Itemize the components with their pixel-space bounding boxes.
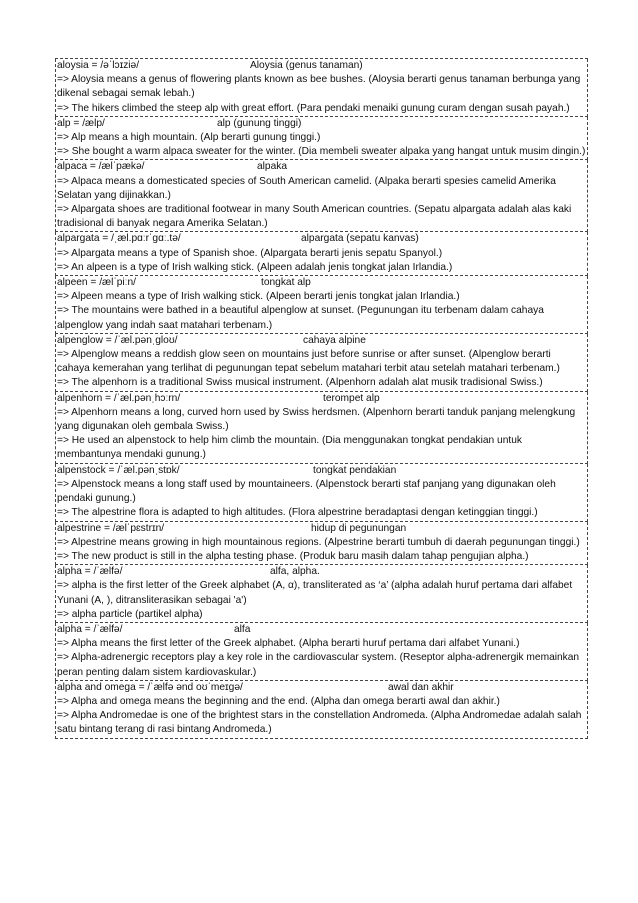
dictionary-entry bbox=[55, 160, 588, 232]
entry-translation: awal dan akhir bbox=[388, 681, 454, 693]
entry-headline bbox=[57, 160, 586, 174]
example-sentence: => Alpargata shoes are traditional footwear in many South American countries. (Sepatu alpargata adalah alas kaki tradisional di banyak negara Amerika Selatan.) bbox=[57, 204, 572, 230]
dictionary-page bbox=[55, 58, 588, 739]
entry-word: alpha and omega = /ˈælfə ənd oʊˈmeɪɡə/ bbox=[57, 681, 243, 693]
example-sentence: => Aloysia means a genus of flowering plants known as bee bushes. (Aloysia berarti genus tanaman berbunga yang dikenal sebagai semak lebah.) bbox=[57, 74, 581, 100]
entry-translation: alpargata (sepatu kanvas) bbox=[301, 233, 419, 245]
entry-word: alp = /ælp/ bbox=[57, 117, 105, 129]
dictionary-entry bbox=[55, 59, 588, 117]
entry-translation: cahaya alpine bbox=[303, 334, 366, 346]
dictionary-entry bbox=[55, 276, 588, 334]
example-sentence: => alpha is the first letter of the Greek alphabet (A, α), transliterated as ‘a’ (alpha adalah huruf pertama dari alfabet Yunani (A, ), ditransliterasikan sebagai 'a') bbox=[57, 580, 573, 606]
entry-translation: tongkat alp bbox=[261, 277, 311, 289]
dictionary-entry bbox=[55, 334, 588, 392]
entry-translation: alp (gunung tinggi) bbox=[217, 117, 302, 129]
example-sentence: => The hikers climbed the steep alp with great effort. (Para pendaki menaiki gunung curam dengan susah payah.) bbox=[57, 102, 570, 114]
example-sentence: => An alpeen is a type of Irish walking stick. (Alpeen adalah jenis tongkat jalan Irlandia.) bbox=[57, 261, 453, 273]
entry-translation: alfa, alpha. bbox=[270, 566, 320, 578]
entry-headline bbox=[57, 623, 586, 637]
dictionary-entry bbox=[55, 232, 588, 276]
entry-translation: terompet alp bbox=[323, 392, 380, 404]
entry-headline bbox=[57, 59, 586, 73]
example-sentence: => He used an alpenstock to help him climb the mountain. (Dia menggunakan tongkat pendakian untuk membantunya mendaki gunung.) bbox=[57, 435, 522, 461]
entry-translation: alfa bbox=[234, 623, 251, 635]
entry-translation: hidup di pegunungan bbox=[311, 522, 407, 534]
example-sentence: => Alpaca means a domesticated species of South American camelid. (Alpaka berarti spesies camelid Amerika Selatan yang dijinakkan.) bbox=[57, 175, 556, 201]
example-sentence: => Alpestrine means growing in high mountainous regions. (Alpestrine berarti tumbuh di daerah pegunungan tinggi.) bbox=[57, 536, 580, 548]
example-sentence: => The alpestrine flora is adapted to high altitudes. (Flora alpestrine beradaptasi dengan ketinggian tinggi.) bbox=[57, 507, 538, 519]
entry-headline bbox=[57, 276, 586, 290]
entry-headline bbox=[57, 334, 586, 348]
entry-headline bbox=[57, 232, 586, 246]
entry-headline bbox=[57, 392, 586, 406]
entry-word: alpenstock = /ˈæl.pənˌstɒk/ bbox=[57, 464, 180, 476]
example-sentence: => The mountains were bathed in a beautiful alpenglow at sunset. (Pegunungan itu terbenam dalam cahaya alpenglow yang indah saat matahari terbenam.) bbox=[57, 305, 544, 331]
example-sentence: => Alp means a high mountain. (Alp berarti gunung tinggi.) bbox=[57, 132, 321, 144]
example-sentence: => Alpenhorn means a long, curved horn used by Swiss herdsmen. (Alpenhorn berarti tanduk panjang melengkung yang digunakan oleh gembala Swiss.) bbox=[57, 406, 576, 433]
dictionary-entry bbox=[55, 117, 588, 161]
dictionary-entry bbox=[55, 565, 588, 623]
dictionary-entry bbox=[55, 681, 588, 739]
entry-word: alpargata = /ˌæl.pɑːrˈɡɑː.tə/ bbox=[57, 233, 181, 245]
entry-headline bbox=[57, 565, 586, 579]
entry-word: alpeen = /ælˈpiːn/ bbox=[57, 277, 137, 289]
entry-translation: tongkat pendakian bbox=[313, 464, 397, 476]
example-sentence: => Alpha means the first letter of the Greek alphabet. (Alpha berarti huruf pertama dari alfabet Yunani.) bbox=[57, 638, 520, 650]
entry-word: alpenglow = /ˈæl.pənˌɡloʊ/ bbox=[57, 334, 178, 346]
entry-headline bbox=[57, 522, 586, 536]
entry-word: alpha = /ˈælfə/ bbox=[57, 623, 123, 635]
entry-headline bbox=[57, 464, 586, 478]
entry-word: alpha = /ˈælfə/ bbox=[57, 566, 123, 578]
entry-word: aloysia = /əˈlɔɪziə/ bbox=[57, 60, 140, 71]
example-sentence: => Alpha Andromedae is one of the brightest stars in the constellation Andromeda. (Alpha Andromedae adalah salah satu bintang terang di rasi bintang Andromeda.) bbox=[57, 710, 582, 736]
entry-word: alpestrine = /ælˈpɛstrɪn/ bbox=[57, 522, 165, 534]
entry-word: alpaca = /ælˈpækə/ bbox=[57, 161, 145, 173]
entry-headline bbox=[57, 117, 586, 131]
entry-headline bbox=[57, 681, 586, 695]
example-sentence: => Alpha and omega means the beginning and the end. (Alpha dan omega berarti awal dan akhir.) bbox=[57, 695, 500, 707]
example-sentence: => Alpenglow means a reddish glow seen on mountains just before sunrise or after sunset. (Alpenglow berarti cahaya kemerahan yang terlihat di pegunungan tepat sebelum matahari terbit atau setelah matahari terbenam.) bbox=[57, 349, 560, 375]
example-sentence: => Alpeen means a type of Irish walking stick. (Alpeen berarti jenis tongkat jalan Irlandia.) bbox=[57, 291, 460, 303]
entry-translation: Aloysia (genus tanaman) bbox=[250, 60, 363, 71]
example-sentence: => Alpargata means a type of Spanish shoe. (Alpargata berarti jenis sepatu Spanyol.) bbox=[57, 247, 443, 259]
example-sentence: => She bought a warm alpaca sweater for the winter. (Dia membeli sweater alpaka yang hangat untuk musim dingin.) bbox=[57, 146, 586, 158]
example-sentence: => The new product is still in the alpha testing phase. (Produk baru masih dalam tahap pengujian alpha.) bbox=[57, 550, 529, 562]
example-sentence: => alpha particle (partikel alpha) bbox=[57, 608, 203, 620]
dictionary-entry bbox=[55, 392, 588, 464]
example-sentence: => Alpha-adrenergic receptors play a key role in the cardiovascular system. (Reseptor alpha-adrenergik memainkan peran penting dalam sistem kardiovaskular.) bbox=[57, 652, 580, 678]
dictionary-entry bbox=[55, 464, 588, 522]
example-sentence: => The alpenhorn is a traditional Swiss musical instrument. (Alpenhorn adalah alat musik tradisional Swiss.) bbox=[57, 377, 543, 389]
example-sentence: => Alpenstock means a long staff used by mountaineers. (Alpenstock berarti staf panjang yang digunakan oleh pendaki gunung.) bbox=[57, 478, 556, 505]
entry-word: alpenhorn = /ˈæl.pənˌhɔːrn/ bbox=[57, 392, 181, 404]
dictionary-entry bbox=[55, 522, 588, 566]
dictionary-entry bbox=[55, 623, 588, 681]
entry-translation: alpaka bbox=[257, 161, 288, 173]
